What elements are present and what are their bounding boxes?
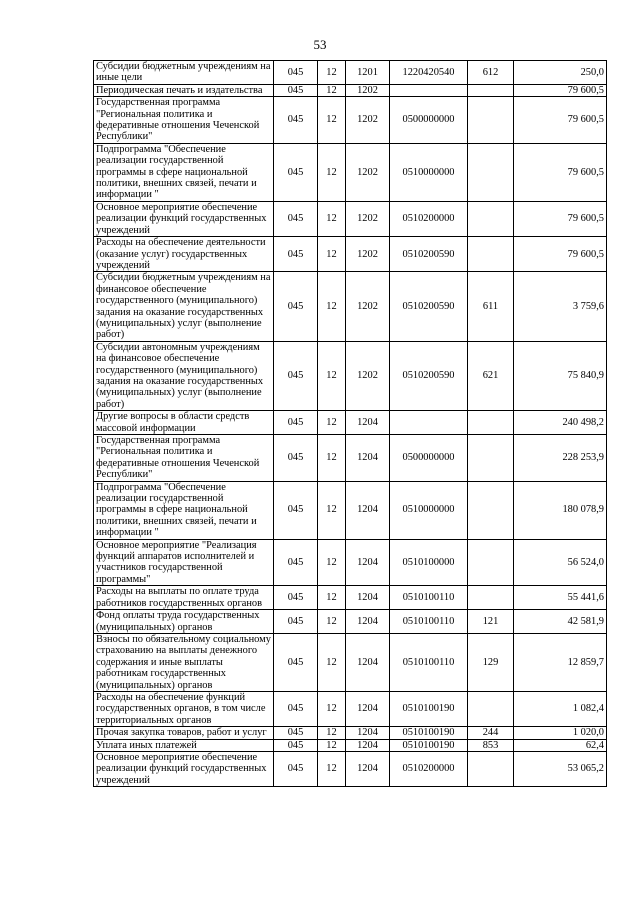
table-row — [94, 143, 607, 201]
row-vr-cell — [468, 143, 514, 201]
table-row — [94, 435, 607, 482]
row-ved-cell: 045 — [274, 341, 318, 410]
table-row — [94, 751, 607, 786]
row-vr-cell — [468, 586, 514, 610]
row-name-cell: Расходы на выплаты по оплате труда работников государственных органов — [94, 586, 274, 610]
table-row — [94, 610, 607, 634]
row-vr-cell: 244 — [468, 727, 514, 739]
row-ved-cell: 045 — [274, 751, 318, 786]
row-ved-cell: 045 — [274, 586, 318, 610]
table-row — [94, 341, 607, 410]
row-name-cell: Взносы по обязательному социальному страхованию на выплаты денежного содержания и иные выплаты работникам государственных (муниципальных) органов — [94, 633, 274, 691]
row-vr-cell — [468, 201, 514, 236]
table-row — [94, 237, 607, 272]
row-sum-cell: 79 600,5 — [514, 237, 607, 272]
row-rz-cell: 12 — [318, 751, 346, 786]
budget-table-body — [94, 61, 607, 787]
row-vr-cell — [468, 97, 514, 144]
row-name-cell: Государственная программа "Региональная политика и федеративные отношения Чеченской Республики" — [94, 97, 274, 144]
row-rz-cell: 12 — [318, 201, 346, 236]
row-ved-cell: 045 — [274, 739, 318, 751]
row-vr-cell — [468, 481, 514, 539]
row-pr-cell: 1204 — [346, 610, 390, 634]
row-sum-cell: 3 759,6 — [514, 272, 607, 341]
row-ved-cell: 045 — [274, 435, 318, 482]
row-ved-cell: 045 — [274, 633, 318, 691]
row-ved-cell: 045 — [274, 84, 318, 96]
row-sum-cell: 75 840,9 — [514, 341, 607, 410]
row-pr-cell: 1202 — [346, 272, 390, 341]
row-csr-cell: 1220420540 — [390, 61, 468, 85]
row-sum-cell: 79 600,5 — [514, 84, 607, 96]
row-name-cell: Основное мероприятие "Реализация функций аппаратов исполнителей и участников государственной программы" — [94, 539, 274, 586]
row-vr-cell: 121 — [468, 610, 514, 634]
table-row — [94, 97, 607, 144]
table-row — [94, 539, 607, 586]
row-sum-cell: 79 600,5 — [514, 97, 607, 144]
row-name-cell: Основное мероприятие обеспечение реализации функций государственных учреждений — [94, 751, 274, 786]
row-pr-cell: 1204 — [346, 633, 390, 691]
row-csr-cell: 0510100000 — [390, 539, 468, 586]
row-pr-cell: 1204 — [346, 739, 390, 751]
row-rz-cell: 12 — [318, 272, 346, 341]
row-csr-cell: 0510100110 — [390, 586, 468, 610]
row-pr-cell: 1202 — [346, 201, 390, 236]
row-vr-cell — [468, 691, 514, 726]
row-sum-cell: 62,4 — [514, 739, 607, 751]
row-pr-cell: 1204 — [346, 691, 390, 726]
row-rz-cell: 12 — [318, 61, 346, 85]
row-sum-cell: 1 020,0 — [514, 727, 607, 739]
table-row — [94, 691, 607, 726]
row-ved-cell: 045 — [274, 143, 318, 201]
row-vr-cell: 612 — [468, 61, 514, 85]
row-rz-cell: 12 — [318, 143, 346, 201]
row-ved-cell: 045 — [274, 610, 318, 634]
row-csr-cell — [390, 84, 468, 96]
row-name-cell: Уплата иных платежей — [94, 739, 274, 751]
row-sum-cell: 79 600,5 — [514, 201, 607, 236]
row-name-cell: Расходы на обеспечение функций государственных органов, в том числе территориальных органов — [94, 691, 274, 726]
row-ved-cell: 045 — [274, 411, 318, 435]
row-name-cell: Фонд оплаты труда государственных (муниципальных) органов — [94, 610, 274, 634]
table-row — [94, 481, 607, 539]
row-vr-cell — [468, 539, 514, 586]
row-ved-cell: 045 — [274, 691, 318, 726]
row-name-cell: Расходы на обеспечение деятельности (оказание услуг) государственных учреждений — [94, 237, 274, 272]
row-name-cell: Прочая закупка товаров, работ и услуг — [94, 727, 274, 739]
row-csr-cell: 0510000000 — [390, 481, 468, 539]
row-vr-cell: 611 — [468, 272, 514, 341]
row-vr-cell: 853 — [468, 739, 514, 751]
row-rz-cell: 12 — [318, 97, 346, 144]
row-name-cell: Субсидии бюджетным учреждениям на финансовое обеспечение государственного (муниципального) задания на оказание государственных (муниципальных) услуг (выполнение работ) — [94, 272, 274, 341]
row-rz-cell: 12 — [318, 586, 346, 610]
row-csr-cell: 0500000000 — [390, 97, 468, 144]
row-vr-cell — [468, 751, 514, 786]
row-sum-cell: 228 253,9 — [514, 435, 607, 482]
row-ved-cell: 045 — [274, 481, 318, 539]
row-ved-cell: 045 — [274, 97, 318, 144]
row-name-cell: Периодическая печать и издательства — [94, 84, 274, 96]
row-csr-cell: 0510200590 — [390, 272, 468, 341]
row-rz-cell: 12 — [318, 435, 346, 482]
row-pr-cell: 1202 — [346, 84, 390, 96]
row-sum-cell: 1 082,4 — [514, 691, 607, 726]
row-rz-cell: 12 — [318, 411, 346, 435]
row-pr-cell: 1204 — [346, 586, 390, 610]
table-row — [94, 727, 607, 739]
table-row — [94, 201, 607, 236]
row-rz-cell: 12 — [318, 610, 346, 634]
row-vr-cell — [468, 84, 514, 96]
row-name-cell: Подпрограмма "Обеспечение реализации государственной программы в сфере национальной политики, внешних связей, печати и информации " — [94, 481, 274, 539]
table-row — [94, 586, 607, 610]
row-pr-cell: 1202 — [346, 143, 390, 201]
row-csr-cell: 0510100190 — [390, 691, 468, 726]
row-csr-cell: 0510000000 — [390, 143, 468, 201]
table-row — [94, 411, 607, 435]
table-row — [94, 633, 607, 691]
row-pr-cell: 1204 — [346, 411, 390, 435]
row-ved-cell: 045 — [274, 727, 318, 739]
row-csr-cell — [390, 411, 468, 435]
row-vr-cell — [468, 435, 514, 482]
row-pr-cell: 1204 — [346, 539, 390, 586]
row-name-cell: Субсидии бюджетным учреждениям на иные цели — [94, 61, 274, 85]
row-pr-cell: 1202 — [346, 237, 390, 272]
row-vr-cell: 621 — [468, 341, 514, 410]
table-row — [94, 84, 607, 96]
row-pr-cell: 1202 — [346, 341, 390, 410]
row-ved-cell: 045 — [274, 201, 318, 236]
row-sum-cell: 180 078,9 — [514, 481, 607, 539]
row-ved-cell: 045 — [274, 539, 318, 586]
row-pr-cell: 1201 — [346, 61, 390, 85]
row-name-cell: Субсидии автономным учреждениям на финансовое обеспечение государственного (муниципального) задания на оказание государственных (муниципальных) услуг (выполнение работ) — [94, 341, 274, 410]
table-row — [94, 272, 607, 341]
row-sum-cell: 53 065,2 — [514, 751, 607, 786]
row-rz-cell: 12 — [318, 691, 346, 726]
row-rz-cell: 12 — [318, 539, 346, 586]
row-pr-cell: 1204 — [346, 481, 390, 539]
row-sum-cell: 55 441,6 — [514, 586, 607, 610]
row-csr-cell: 0510200590 — [390, 341, 468, 410]
row-rz-cell: 12 — [318, 727, 346, 739]
row-pr-cell: 1204 — [346, 727, 390, 739]
row-sum-cell: 42 581,9 — [514, 610, 607, 634]
page-number: 53 — [313, 37, 327, 52]
row-rz-cell: 12 — [318, 341, 346, 410]
row-vr-cell — [468, 411, 514, 435]
row-sum-cell: 56 524,0 — [514, 539, 607, 586]
row-sum-cell: 12 859,7 — [514, 633, 607, 691]
row-rz-cell: 12 — [318, 481, 346, 539]
row-rz-cell: 12 — [318, 633, 346, 691]
row-pr-cell: 1202 — [346, 97, 390, 144]
row-csr-cell: 0510200590 — [390, 237, 468, 272]
row-sum-cell: 240 498,2 — [514, 411, 607, 435]
row-csr-cell: 0510100190 — [390, 739, 468, 751]
row-sum-cell: 250,0 — [514, 61, 607, 85]
row-rz-cell: 12 — [318, 84, 346, 96]
row-name-cell: Основное мероприятие обеспечение реализации функций государственных учреждений — [94, 201, 274, 236]
row-csr-cell: 0510200000 — [390, 751, 468, 786]
row-csr-cell: 0510100190 — [390, 727, 468, 739]
row-name-cell: Другие вопросы в области средств массовой информации — [94, 411, 274, 435]
row-csr-cell: 0510100110 — [390, 610, 468, 634]
row-name-cell: Государственная программа "Региональная политика и федеративные отношения Чеченской Республики" — [94, 435, 274, 482]
row-vr-cell: 129 — [468, 633, 514, 691]
row-rz-cell: 12 — [318, 237, 346, 272]
row-csr-cell: 0510100110 — [390, 633, 468, 691]
row-rz-cell: 12 — [318, 739, 346, 751]
row-pr-cell: 1204 — [346, 435, 390, 482]
budget-table — [93, 60, 607, 787]
row-name-cell: Подпрограмма "Обеспечение реализации государственной программы в сфере национальной политики, внешних связей, печати и информации " — [94, 143, 274, 201]
table-row — [94, 61, 607, 85]
row-ved-cell: 045 — [274, 61, 318, 85]
row-pr-cell: 1204 — [346, 751, 390, 786]
table-row — [94, 739, 607, 751]
row-ved-cell: 045 — [274, 272, 318, 341]
row-csr-cell: 0510200000 — [390, 201, 468, 236]
row-sum-cell: 79 600,5 — [514, 143, 607, 201]
row-csr-cell: 0500000000 — [390, 435, 468, 482]
row-vr-cell — [468, 237, 514, 272]
row-ved-cell: 045 — [274, 237, 318, 272]
